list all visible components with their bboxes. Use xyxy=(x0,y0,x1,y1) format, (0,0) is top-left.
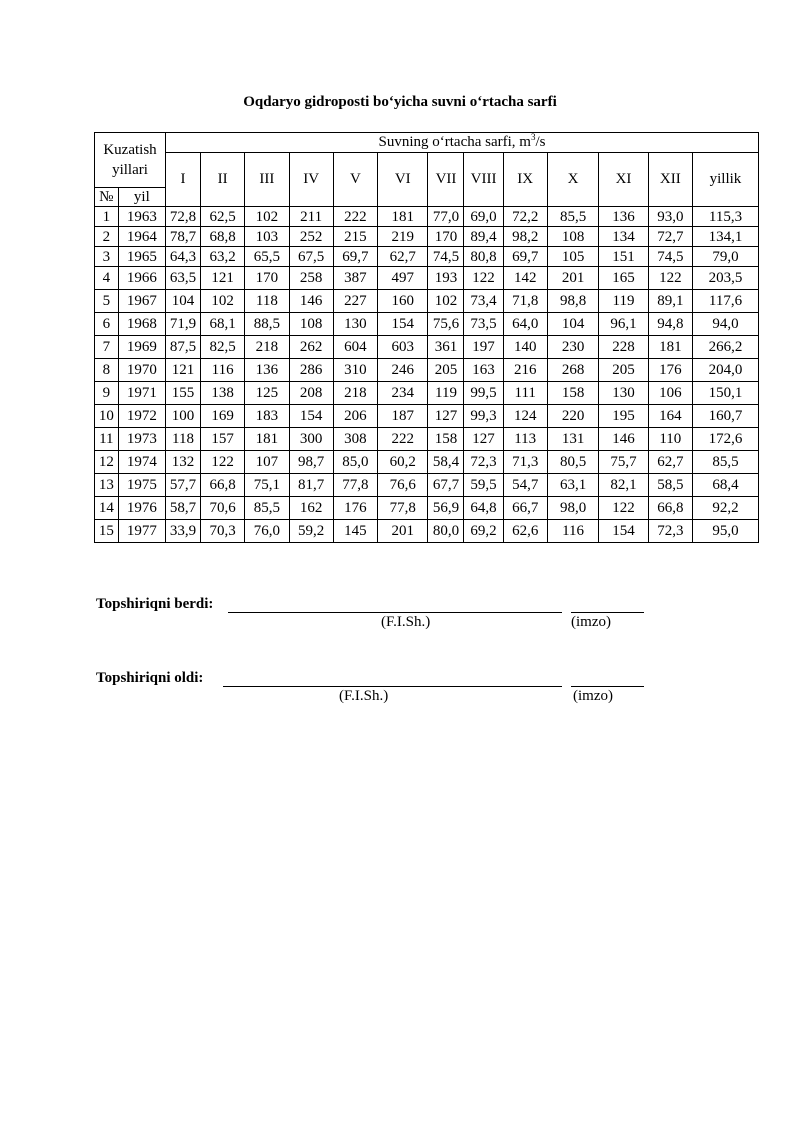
row-year: 1970 xyxy=(118,359,165,382)
table-cell: 140 xyxy=(503,336,547,359)
table-cell: 222 xyxy=(333,207,377,227)
table-cell: 124 xyxy=(503,405,547,428)
signature-received-sign-caption: (imzo) xyxy=(573,688,613,704)
table-cell: 94,8 xyxy=(648,313,692,336)
table-cell: 72,3 xyxy=(464,451,503,474)
table-cell: 72,2 xyxy=(503,207,547,227)
table-cell: 89,4 xyxy=(464,227,503,247)
table-cell: 134,1 xyxy=(692,227,758,247)
table-cell: 108 xyxy=(289,313,333,336)
table-cell: 67,5 xyxy=(289,247,333,267)
table-row xyxy=(95,359,759,382)
table-cell: 68,8 xyxy=(201,227,245,247)
table-cell: 116 xyxy=(201,359,245,382)
signature-given-sign-line[interactable] xyxy=(571,612,644,613)
table-cell: 72,7 xyxy=(648,227,692,247)
table-cell: 87,5 xyxy=(166,336,201,359)
table-cell: 98,7 xyxy=(289,451,333,474)
row-number: 8 xyxy=(95,359,119,382)
table-cell: 98,2 xyxy=(503,227,547,247)
table-cell: 222 xyxy=(378,428,428,451)
table-cell: 77,8 xyxy=(378,497,428,520)
table-cell: 98,8 xyxy=(547,290,598,313)
table-cell: 604 xyxy=(333,336,377,359)
table-cell: 145 xyxy=(333,520,377,543)
table-cell: 197 xyxy=(464,336,503,359)
table-cell: 58,4 xyxy=(428,451,464,474)
table-cell: 102 xyxy=(201,290,245,313)
table-cell: 96,1 xyxy=(599,313,648,336)
table-cell: 73,5 xyxy=(464,313,503,336)
table-cell: 113 xyxy=(503,428,547,451)
header-month-10: X xyxy=(547,153,598,207)
signature-received-sign-line[interactable] xyxy=(571,686,644,687)
table-cell: 75,7 xyxy=(599,451,648,474)
row-number: 14 xyxy=(95,497,119,520)
table-cell: 56,9 xyxy=(428,497,464,520)
document-title: Oqdaryo gidroposti bo‘yicha suvni o‘rtacha sarfi xyxy=(243,94,557,110)
table-cell: 361 xyxy=(428,336,464,359)
table-cell: 138 xyxy=(201,382,245,405)
header-year: yil xyxy=(118,188,165,207)
table-cell: 62,7 xyxy=(378,247,428,267)
table-cell: 62,6 xyxy=(503,520,547,543)
table-cell: 170 xyxy=(428,227,464,247)
table-row xyxy=(95,247,759,267)
table-cell: 201 xyxy=(378,520,428,543)
table-cell: 80,8 xyxy=(464,247,503,267)
table-cell: 387 xyxy=(333,267,377,290)
row-year: 1968 xyxy=(118,313,165,336)
row-number: 1 xyxy=(95,207,119,227)
header-month-2: II xyxy=(201,153,245,207)
row-number: 2 xyxy=(95,227,119,247)
table-cell: 211 xyxy=(289,207,333,227)
table-cell: 89,1 xyxy=(648,290,692,313)
table-cell: 258 xyxy=(289,267,333,290)
table-cell: 60,2 xyxy=(378,451,428,474)
header-month-1: I xyxy=(166,153,201,207)
row-number: 6 xyxy=(95,313,119,336)
row-number: 4 xyxy=(95,267,119,290)
table-row xyxy=(95,267,759,290)
table-cell: 63,5 xyxy=(166,267,201,290)
table-cell: 206 xyxy=(333,405,377,428)
row-number: 13 xyxy=(95,474,119,497)
table-cell: 181 xyxy=(245,428,289,451)
table-cell: 69,2 xyxy=(464,520,503,543)
table-cell: 160,7 xyxy=(692,405,758,428)
table-cell: 76,0 xyxy=(245,520,289,543)
table-cell: 130 xyxy=(333,313,377,336)
table-cell: 234 xyxy=(378,382,428,405)
header-month-3: III xyxy=(245,153,289,207)
header-month-7: VII xyxy=(428,153,464,207)
table-cell: 88,5 xyxy=(245,313,289,336)
table-row xyxy=(95,290,759,313)
row-number: 12 xyxy=(95,451,119,474)
table-cell: 136 xyxy=(599,207,648,227)
table-cell: 66,7 xyxy=(503,497,547,520)
table-cell: 205 xyxy=(428,359,464,382)
table-cell: 85,5 xyxy=(547,207,598,227)
table-cell: 165 xyxy=(599,267,648,290)
header-month-9: IX xyxy=(503,153,547,207)
table-cell: 122 xyxy=(648,267,692,290)
table-cell: 151 xyxy=(599,247,648,267)
table-cell: 77,0 xyxy=(428,207,464,227)
table-cell: 204,0 xyxy=(692,359,758,382)
header-month-4: IV xyxy=(289,153,333,207)
table-cell: 73,4 xyxy=(464,290,503,313)
table-row xyxy=(95,451,759,474)
table-cell: 118 xyxy=(245,290,289,313)
table-cell: 127 xyxy=(464,428,503,451)
table-cell: 59,5 xyxy=(464,474,503,497)
table-cell: 203,5 xyxy=(692,267,758,290)
row-year: 1966 xyxy=(118,267,165,290)
table-cell: 62,5 xyxy=(201,207,245,227)
table-row xyxy=(95,520,759,543)
table-cell: 115,3 xyxy=(692,207,758,227)
row-year: 1973 xyxy=(118,428,165,451)
row-year: 1967 xyxy=(118,290,165,313)
table-cell: 125 xyxy=(245,382,289,405)
signature-received-name-caption: (F.I.Sh.) xyxy=(339,688,389,704)
header-discharge-group xyxy=(166,133,759,153)
row-year: 1963 xyxy=(118,207,165,227)
table-cell: 76,6 xyxy=(378,474,428,497)
table-cell: 268 xyxy=(547,359,598,382)
row-year: 1977 xyxy=(118,520,165,543)
table-cell: 246 xyxy=(378,359,428,382)
table-cell: 81,7 xyxy=(289,474,333,497)
table-row xyxy=(95,497,759,520)
table-cell: 63,2 xyxy=(201,247,245,267)
table-cell: 201 xyxy=(547,267,598,290)
table-cell: 154 xyxy=(599,520,648,543)
table-cell: 164 xyxy=(648,405,692,428)
signature-given-name-caption: (F.I.Sh.) xyxy=(381,614,431,630)
table-cell: 69,0 xyxy=(464,207,503,227)
table-cell: 219 xyxy=(378,227,428,247)
table-cell: 108 xyxy=(547,227,598,247)
header-observation-years xyxy=(95,133,166,188)
table-cell: 80,0 xyxy=(428,520,464,543)
row-year: 1971 xyxy=(118,382,165,405)
table-cell: 75,6 xyxy=(428,313,464,336)
table-cell: 220 xyxy=(547,405,598,428)
table-cell: 102 xyxy=(428,290,464,313)
table-cell: 104 xyxy=(166,290,201,313)
table-cell: 216 xyxy=(503,359,547,382)
table-cell: 107 xyxy=(245,451,289,474)
table-cell: 79,0 xyxy=(692,247,758,267)
table-cell: 252 xyxy=(289,227,333,247)
table-cell: 146 xyxy=(599,428,648,451)
signature-received-label: Topshiriqni oldi: xyxy=(96,670,204,686)
table-cell: 308 xyxy=(333,428,377,451)
table-cell: 266,2 xyxy=(692,336,758,359)
row-year: 1975 xyxy=(118,474,165,497)
discharge-table xyxy=(94,132,759,543)
table-cell: 193 xyxy=(428,267,464,290)
table-cell: 187 xyxy=(378,405,428,428)
row-number: 3 xyxy=(95,247,119,267)
table-cell: 99,3 xyxy=(464,405,503,428)
table-cell: 100 xyxy=(166,405,201,428)
table-cell: 121 xyxy=(201,267,245,290)
table-cell: 155 xyxy=(166,382,201,405)
table-cell: 170 xyxy=(245,267,289,290)
table-cell: 132 xyxy=(166,451,201,474)
table-row xyxy=(95,336,759,359)
table-cell: 62,7 xyxy=(648,451,692,474)
table-cell: 64,8 xyxy=(464,497,503,520)
table-cell: 230 xyxy=(547,336,598,359)
table-cell: 262 xyxy=(289,336,333,359)
table-cell: 122 xyxy=(599,497,648,520)
table-cell: 131 xyxy=(547,428,598,451)
row-number: 10 xyxy=(95,405,119,428)
table-cell: 71,8 xyxy=(503,290,547,313)
table-cell: 111 xyxy=(503,382,547,405)
table-cell: 78,7 xyxy=(166,227,201,247)
table-cell: 195 xyxy=(599,405,648,428)
table-cell: 310 xyxy=(333,359,377,382)
table-cell: 85,5 xyxy=(245,497,289,520)
table-cell: 119 xyxy=(428,382,464,405)
table-row xyxy=(95,474,759,497)
table-cell: 227 xyxy=(333,290,377,313)
table-row xyxy=(95,405,759,428)
table-cell: 82,5 xyxy=(201,336,245,359)
table-cell: 208 xyxy=(289,382,333,405)
table-cell: 158 xyxy=(547,382,598,405)
table-cell: 85,5 xyxy=(692,451,758,474)
row-number: 11 xyxy=(95,428,119,451)
table-cell: 64,3 xyxy=(166,247,201,267)
table-cell: 300 xyxy=(289,428,333,451)
table-cell: 72,8 xyxy=(166,207,201,227)
table-cell: 122 xyxy=(464,267,503,290)
table-cell: 497 xyxy=(378,267,428,290)
table-cell: 63,1 xyxy=(547,474,598,497)
table-cell: 74,5 xyxy=(428,247,464,267)
row-year: 1976 xyxy=(118,497,165,520)
table-cell: 67,7 xyxy=(428,474,464,497)
table-cell: 92,2 xyxy=(692,497,758,520)
table-cell: 69,7 xyxy=(333,247,377,267)
table-cell: 134 xyxy=(599,227,648,247)
row-year: 1969 xyxy=(118,336,165,359)
table-cell: 176 xyxy=(648,359,692,382)
table-cell: 228 xyxy=(599,336,648,359)
table-cell: 136 xyxy=(245,359,289,382)
table-cell: 33,9 xyxy=(166,520,201,543)
table-cell: 65,5 xyxy=(245,247,289,267)
row-number: 5 xyxy=(95,290,119,313)
table-cell: 117,6 xyxy=(692,290,758,313)
table-cell: 215 xyxy=(333,227,377,247)
header-month-13: yillik xyxy=(692,153,758,207)
table-cell: 106 xyxy=(648,382,692,405)
table-cell: 102 xyxy=(245,207,289,227)
table-cell: 66,8 xyxy=(201,474,245,497)
table-cell: 70,3 xyxy=(201,520,245,543)
table-cell: 99,5 xyxy=(464,382,503,405)
table-cell: 181 xyxy=(648,336,692,359)
header-month-5: V xyxy=(333,153,377,207)
table-row xyxy=(95,227,759,247)
row-year: 1965 xyxy=(118,247,165,267)
table-cell: 68,4 xyxy=(692,474,758,497)
header-month-6: VI xyxy=(378,153,428,207)
header-group-text: Suvning o‘rtacha sarfi, m xyxy=(378,134,531,150)
header-years-line1: Kuzatish xyxy=(103,142,157,158)
table-cell: 142 xyxy=(503,267,547,290)
table-cell: 95,0 xyxy=(692,520,758,543)
table-cell: 181 xyxy=(378,207,428,227)
table-cell: 158 xyxy=(428,428,464,451)
table-cell: 122 xyxy=(201,451,245,474)
table-cell: 104 xyxy=(547,313,598,336)
signature-given-label: Topshiriqni berdi: xyxy=(96,596,214,612)
table-cell: 77,8 xyxy=(333,474,377,497)
table-cell: 150,1 xyxy=(692,382,758,405)
row-year: 1972 xyxy=(118,405,165,428)
table-cell: 130 xyxy=(599,382,648,405)
table-cell: 105 xyxy=(547,247,598,267)
table-cell: 160 xyxy=(378,290,428,313)
table-cell: 286 xyxy=(289,359,333,382)
table-cell: 66,8 xyxy=(648,497,692,520)
table-cell: 74,5 xyxy=(648,247,692,267)
table-cell: 68,1 xyxy=(201,313,245,336)
table-cell: 116 xyxy=(547,520,598,543)
row-year: 1964 xyxy=(118,227,165,247)
signature-given-sign-caption: (imzo) xyxy=(571,614,611,630)
table-cell: 58,7 xyxy=(166,497,201,520)
table-cell: 218 xyxy=(333,382,377,405)
header-number: № xyxy=(95,188,119,207)
table-cell: 146 xyxy=(289,290,333,313)
table-cell: 176 xyxy=(333,497,377,520)
table-cell: 71,3 xyxy=(503,451,547,474)
table-row xyxy=(95,313,759,336)
header-month-11: XI xyxy=(599,153,648,207)
table-cell: 93,0 xyxy=(648,207,692,227)
table-cell: 80,5 xyxy=(547,451,598,474)
table-cell: 103 xyxy=(245,227,289,247)
table-cell: 110 xyxy=(648,428,692,451)
table-cell: 172,6 xyxy=(692,428,758,451)
table-cell: 69,7 xyxy=(503,247,547,267)
table-cell: 58,5 xyxy=(648,474,692,497)
table-cell: 70,6 xyxy=(201,497,245,520)
table-cell: 82,1 xyxy=(599,474,648,497)
table-cell: 59,2 xyxy=(289,520,333,543)
table-cell: 205 xyxy=(599,359,648,382)
header-month-12: XII xyxy=(648,153,692,207)
signature-received-name-line[interactable] xyxy=(223,686,562,687)
table-cell: 218 xyxy=(245,336,289,359)
header-years-line2: yillari xyxy=(112,162,148,178)
header-group-suffix: /s xyxy=(535,134,546,150)
table-cell: 163 xyxy=(464,359,503,382)
table-cell: 169 xyxy=(201,405,245,428)
table-cell: 57,7 xyxy=(166,474,201,497)
table-cell: 71,9 xyxy=(166,313,201,336)
header-group-sup: 3 xyxy=(530,132,536,142)
table-cell: 154 xyxy=(289,405,333,428)
table-cell: 157 xyxy=(201,428,245,451)
table-cell: 162 xyxy=(289,497,333,520)
table-row xyxy=(95,207,759,227)
table-cell: 121 xyxy=(166,359,201,382)
table-cell: 119 xyxy=(599,290,648,313)
table-cell: 72,3 xyxy=(648,520,692,543)
row-number: 7 xyxy=(95,336,119,359)
header-month-8: VIII xyxy=(464,153,503,207)
table-cell: 85,0 xyxy=(333,451,377,474)
table-cell: 154 xyxy=(378,313,428,336)
table-cell: 98,0 xyxy=(547,497,598,520)
table-cell: 54,7 xyxy=(503,474,547,497)
row-number: 9 xyxy=(95,382,119,405)
signature-given-name-line[interactable] xyxy=(228,612,562,613)
row-number: 15 xyxy=(95,520,119,543)
table-cell: 118 xyxy=(166,428,201,451)
row-year: 1974 xyxy=(118,451,165,474)
table-cell: 603 xyxy=(378,336,428,359)
table-cell: 127 xyxy=(428,405,464,428)
table-row xyxy=(95,382,759,405)
table-cell: 75,1 xyxy=(245,474,289,497)
table-row xyxy=(95,428,759,451)
table-cell: 64,0 xyxy=(503,313,547,336)
table-cell: 94,0 xyxy=(692,313,758,336)
table-cell: 183 xyxy=(245,405,289,428)
